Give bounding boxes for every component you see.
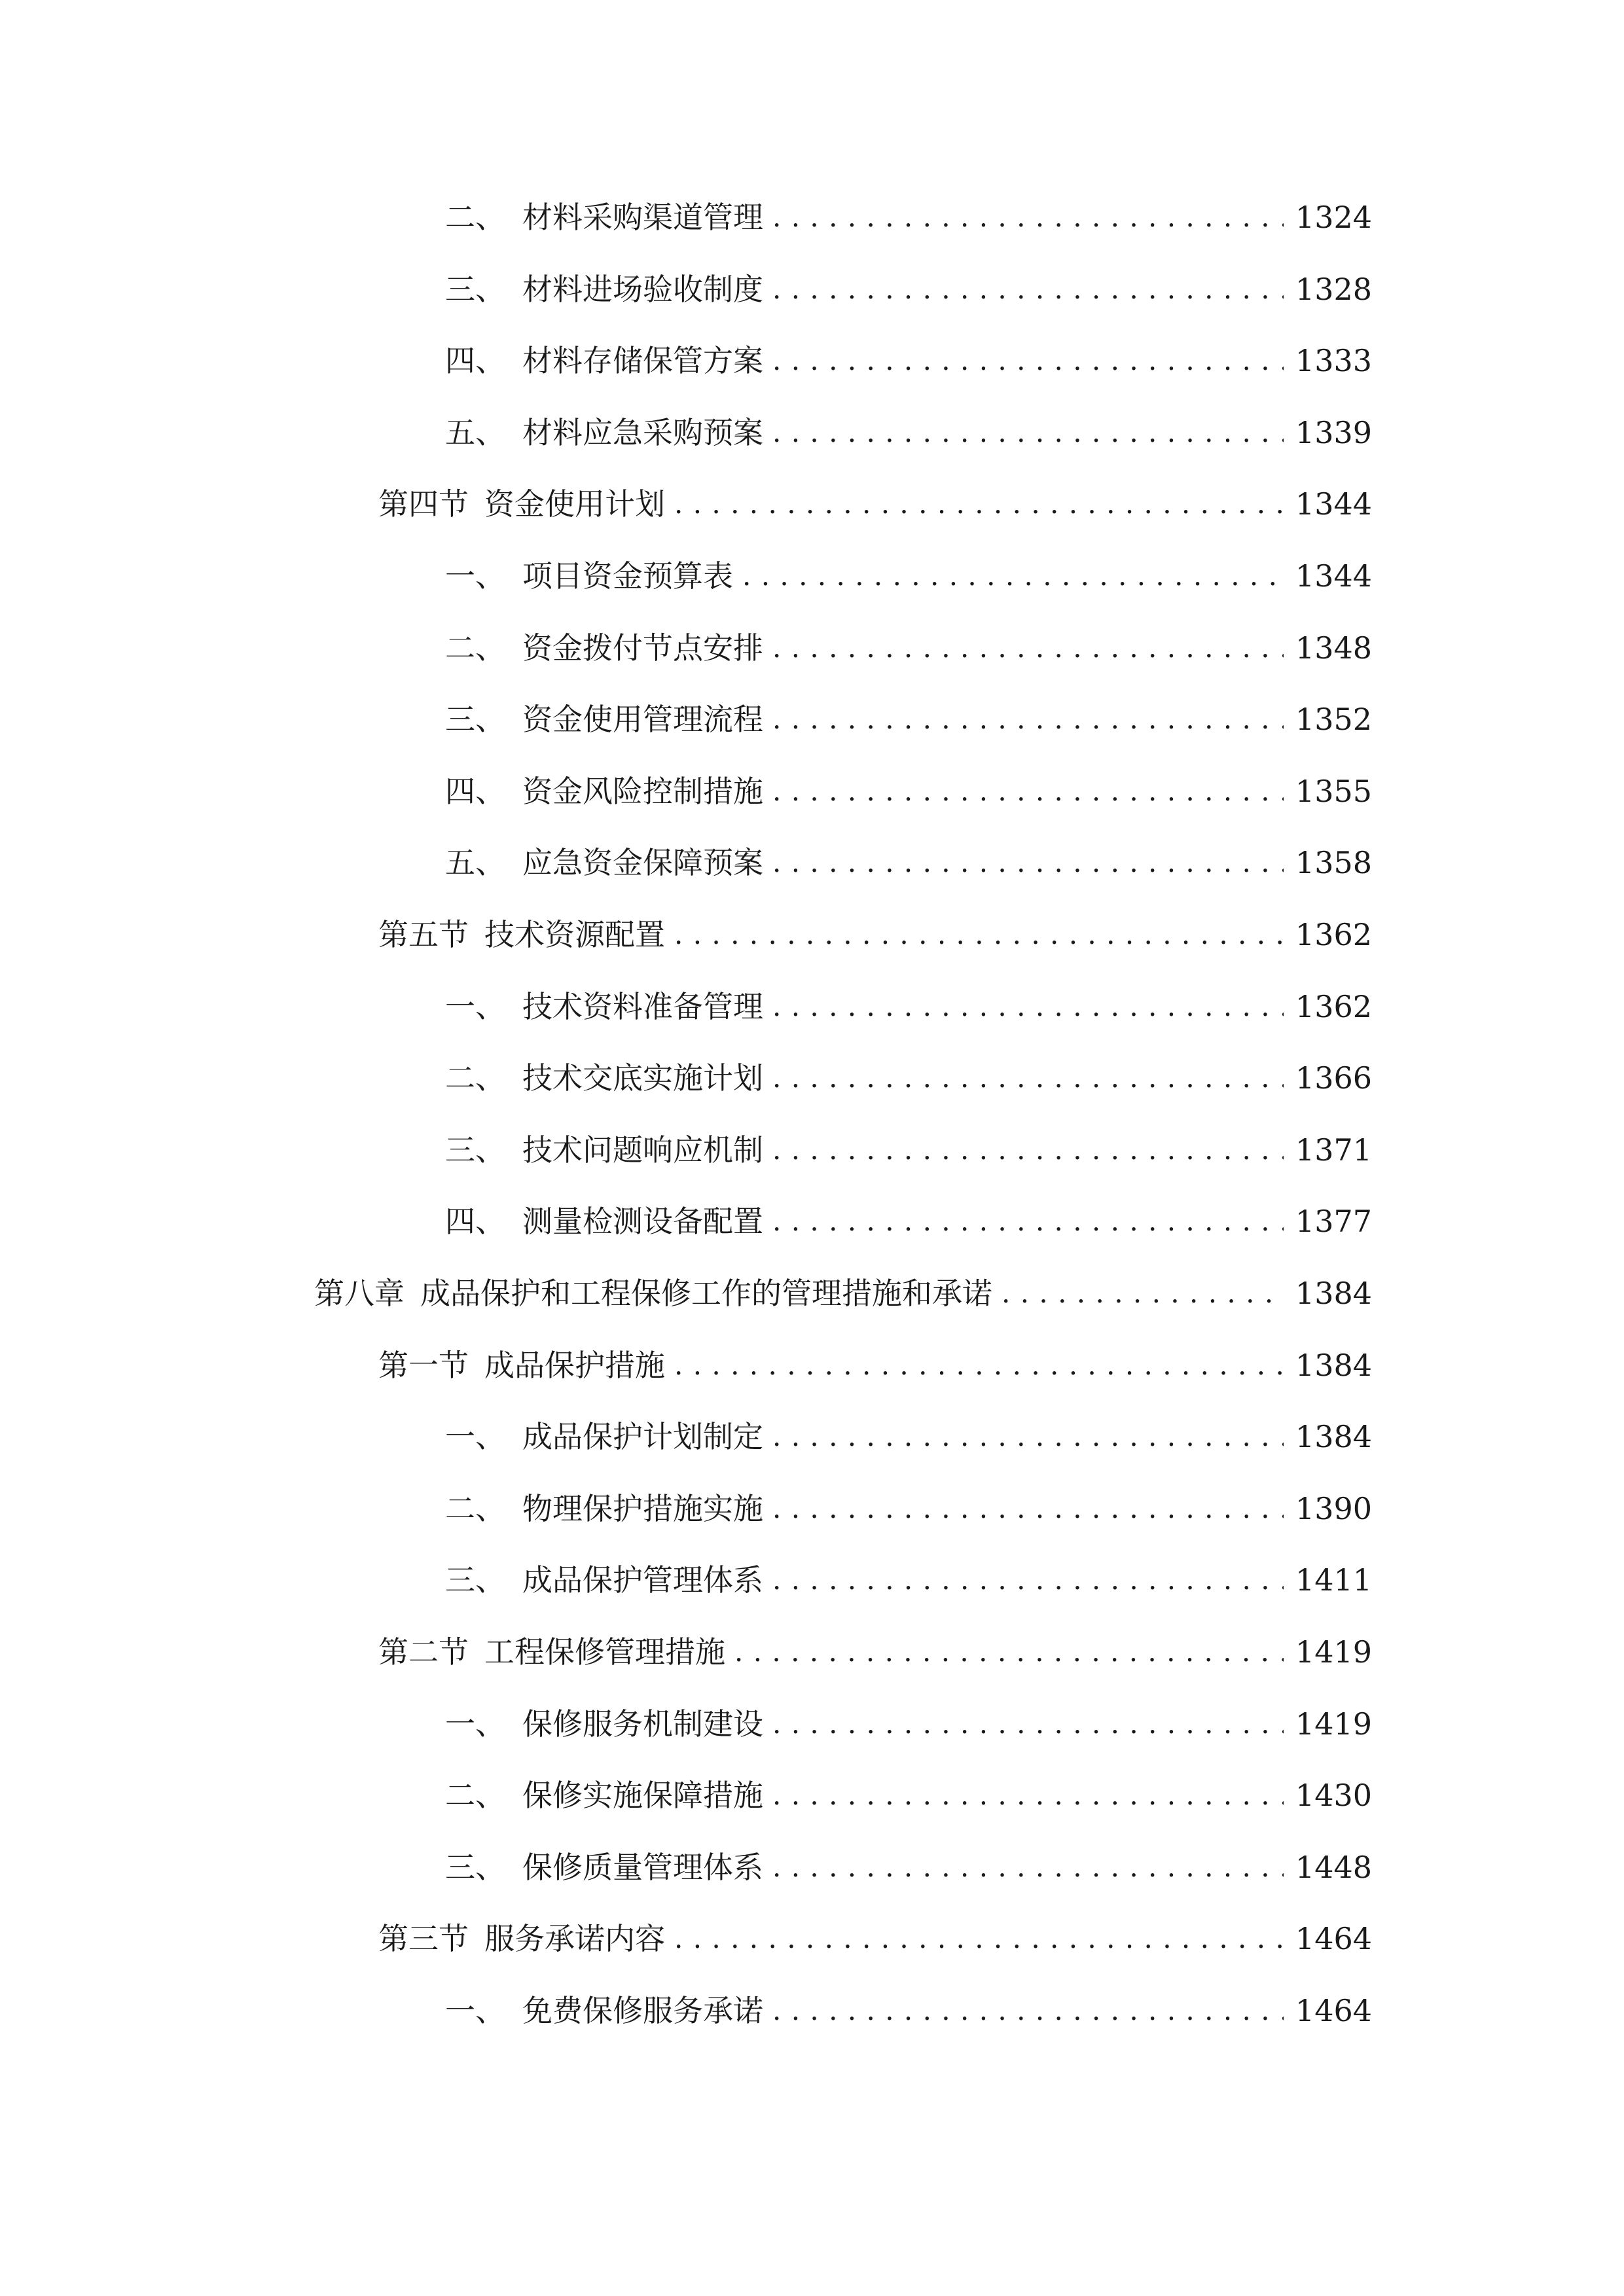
toc-entry-title: 成品保护和工程保修工作的管理措施和承诺 bbox=[420, 1276, 992, 1311]
toc-entry[interactable] bbox=[445, 1698, 1372, 1750]
toc-entry-page-number: 1371 bbox=[1295, 1132, 1372, 1168]
toc-entry[interactable] bbox=[445, 980, 1372, 1033]
toc-entry[interactable] bbox=[445, 1984, 1372, 2037]
toc-entry[interactable] bbox=[314, 1267, 1372, 1319]
toc-entry-title: 成品保护措施 bbox=[484, 1348, 665, 1383]
toc-entry[interactable] bbox=[445, 1554, 1372, 1606]
toc-entry-title: 服务承诺内容 bbox=[484, 1921, 665, 1956]
toc-entry[interactable] bbox=[445, 550, 1372, 602]
toc-entry-number: 四、 bbox=[445, 343, 505, 378]
toc-entry-title: 成品保护管理体系 bbox=[522, 1562, 763, 1598]
toc-entry-page-number: 1464 bbox=[1295, 1993, 1372, 2028]
toc-entry[interactable] bbox=[378, 478, 1372, 530]
toc-entry-number: 一、 bbox=[445, 989, 505, 1024]
toc-entry-number: 一、 bbox=[445, 1419, 505, 1454]
toc-entry[interactable] bbox=[378, 1912, 1372, 1965]
toc-entry-page-number: 1384 bbox=[1295, 1419, 1372, 1454]
dot-leader bbox=[772, 765, 1284, 817]
dot-leader bbox=[772, 1841, 1284, 1893]
toc-entry-number: 第二节 bbox=[378, 1634, 469, 1670]
toc-entry-title: 保修质量管理体系 bbox=[522, 1850, 763, 1885]
toc-entry-title: 物理保护措施实施 bbox=[522, 1491, 763, 1526]
toc-entry-page-number: 1324 bbox=[1295, 200, 1372, 235]
toc-entry[interactable] bbox=[445, 1482, 1372, 1535]
toc-entry-title: 资金风险控制措施 bbox=[522, 774, 763, 809]
toc-entry-number: 一、 bbox=[445, 1706, 505, 1742]
toc-entry-title: 材料进场验收制度 bbox=[522, 272, 763, 307]
toc-entry-number: 第四节 bbox=[378, 486, 469, 522]
toc-entry-number: 三、 bbox=[445, 1562, 505, 1598]
toc-entry-title: 材料采购渠道管理 bbox=[522, 200, 763, 235]
toc-entry-title: 资金使用管理流程 bbox=[522, 702, 763, 737]
toc-entry-number: 第八章 bbox=[314, 1276, 405, 1311]
toc-entry-number: 二、 bbox=[445, 1060, 505, 1096]
toc-entry-page-number: 1384 bbox=[1295, 1348, 1372, 1383]
toc-entry[interactable] bbox=[445, 622, 1372, 674]
toc-entry-number: 二、 bbox=[445, 1491, 505, 1526]
toc-entry-title: 项目资金预算表 bbox=[522, 558, 733, 594]
toc-entry[interactable] bbox=[378, 1626, 1372, 1678]
toc-entry-number: 五、 bbox=[445, 845, 505, 880]
dot-leader bbox=[772, 1410, 1284, 1463]
toc-entry-page-number: 1348 bbox=[1295, 630, 1372, 666]
toc-entry[interactable] bbox=[445, 693, 1372, 745]
toc-entry-number: 三、 bbox=[445, 1850, 505, 1885]
dot-leader bbox=[772, 1769, 1284, 1821]
dot-leader bbox=[772, 1554, 1284, 1606]
toc-entry-page-number: 1366 bbox=[1295, 1060, 1372, 1096]
toc-entry-title: 材料存储保管方案 bbox=[522, 343, 763, 378]
dot-leader bbox=[674, 908, 1284, 961]
dot-leader bbox=[772, 334, 1284, 387]
toc-entry-page-number: 1344 bbox=[1295, 486, 1372, 522]
toc-entry-number: 四、 bbox=[445, 1204, 505, 1239]
toc-entry-title: 免费保修服务承诺 bbox=[522, 1993, 763, 2028]
toc-entry[interactable] bbox=[445, 1052, 1372, 1104]
dot-leader bbox=[772, 836, 1284, 889]
toc-entry-number: 一、 bbox=[445, 1993, 505, 2028]
dot-leader bbox=[772, 191, 1284, 243]
toc-entry-page-number: 1430 bbox=[1295, 1778, 1372, 1813]
toc-entry-page-number: 1355 bbox=[1295, 774, 1372, 809]
dot-leader bbox=[772, 1195, 1284, 1247]
toc-entry-number: 第三节 bbox=[378, 1921, 469, 1956]
toc-entry-page-number: 1419 bbox=[1295, 1706, 1372, 1742]
toc-entry-title: 应急资金保障预案 bbox=[522, 845, 763, 880]
toc-entry-number: 四、 bbox=[445, 774, 505, 809]
toc-entry-number: 二、 bbox=[445, 200, 505, 235]
toc-entry-title: 技术资料准备管理 bbox=[522, 989, 763, 1024]
toc-entry[interactable] bbox=[445, 765, 1372, 817]
toc-entry-title: 资金使用计划 bbox=[484, 486, 665, 522]
toc-entry-page-number: 1419 bbox=[1295, 1634, 1372, 1670]
toc-entry[interactable] bbox=[445, 836, 1372, 889]
toc-entry-page-number: 1411 bbox=[1295, 1562, 1372, 1598]
dot-leader bbox=[674, 478, 1284, 530]
toc-entry-page-number: 1362 bbox=[1295, 917, 1372, 952]
toc-entry-title: 保修实施保障措施 bbox=[522, 1778, 763, 1813]
toc-entry-page-number: 1352 bbox=[1295, 702, 1372, 737]
toc-entry-title: 成品保护计划制定 bbox=[522, 1419, 763, 1454]
toc-entry[interactable] bbox=[445, 1195, 1372, 1247]
dot-leader bbox=[674, 1912, 1284, 1965]
toc-entry[interactable] bbox=[445, 334, 1372, 387]
toc-entry-number: 第一节 bbox=[378, 1348, 469, 1383]
toc-entry-page-number: 1328 bbox=[1295, 272, 1372, 307]
dot-leader bbox=[742, 550, 1284, 602]
toc-entry[interactable] bbox=[378, 1339, 1372, 1391]
toc-entry-page-number: 1384 bbox=[1295, 1276, 1372, 1311]
dot-leader bbox=[772, 622, 1284, 674]
dot-leader bbox=[1001, 1267, 1284, 1319]
toc-entry[interactable] bbox=[445, 1769, 1372, 1821]
toc-entry-title: 技术问题响应机制 bbox=[522, 1132, 763, 1168]
dot-leader bbox=[772, 1052, 1284, 1104]
toc-entry[interactable] bbox=[445, 1124, 1372, 1176]
toc-entry-title: 技术资源配置 bbox=[484, 917, 665, 952]
toc-entry-title: 资金拨付节点安排 bbox=[522, 630, 763, 666]
toc-entry-page-number: 1464 bbox=[1295, 1921, 1372, 1956]
toc-entry-number: 五、 bbox=[445, 415, 505, 450]
toc-entry-number: 一、 bbox=[445, 558, 505, 594]
toc-entry[interactable] bbox=[445, 263, 1372, 315]
toc-entry-page-number: 1339 bbox=[1295, 415, 1372, 450]
dot-leader bbox=[772, 263, 1284, 315]
toc-entry[interactable] bbox=[445, 1410, 1372, 1463]
toc-entry-page-number: 1390 bbox=[1295, 1491, 1372, 1526]
toc-entry-number: 二、 bbox=[445, 630, 505, 666]
toc-entry-title: 工程保修管理措施 bbox=[484, 1634, 725, 1670]
toc-entry-page-number: 1358 bbox=[1295, 845, 1372, 880]
toc-entry-title: 技术交底实施计划 bbox=[522, 1060, 763, 1096]
dot-leader bbox=[674, 1339, 1284, 1391]
toc-entry[interactable] bbox=[445, 1841, 1372, 1893]
dot-leader bbox=[772, 1124, 1284, 1176]
dot-leader bbox=[772, 1984, 1284, 2037]
dot-leader bbox=[772, 693, 1284, 745]
toc-entry-page-number: 1448 bbox=[1295, 1850, 1372, 1885]
toc-entry-title: 保修服务机制建设 bbox=[522, 1706, 763, 1742]
dot-leader bbox=[772, 1482, 1284, 1535]
toc-entry-page-number: 1333 bbox=[1295, 343, 1372, 378]
toc-entry-number: 三、 bbox=[445, 1132, 505, 1168]
toc-entry-number: 三、 bbox=[445, 702, 505, 737]
toc-entry-page-number: 1377 bbox=[1295, 1204, 1372, 1239]
toc-entry-number: 第五节 bbox=[378, 917, 469, 952]
toc-entry[interactable] bbox=[378, 908, 1372, 961]
toc-entry[interactable] bbox=[445, 191, 1372, 243]
toc-entry-number: 二、 bbox=[445, 1778, 505, 1813]
toc-entry-page-number: 1362 bbox=[1295, 989, 1372, 1024]
dot-leader bbox=[772, 1698, 1284, 1750]
dot-leader bbox=[772, 980, 1284, 1033]
toc-entry-page-number: 1344 bbox=[1295, 558, 1372, 594]
toc-entry[interactable] bbox=[445, 406, 1372, 459]
toc-entry-number: 三、 bbox=[445, 272, 505, 307]
toc-entry-title: 材料应急采购预案 bbox=[522, 415, 763, 450]
dot-leader bbox=[734, 1626, 1284, 1678]
dot-leader bbox=[772, 406, 1284, 459]
toc-entry-title: 测量检测设备配置 bbox=[522, 1204, 763, 1239]
